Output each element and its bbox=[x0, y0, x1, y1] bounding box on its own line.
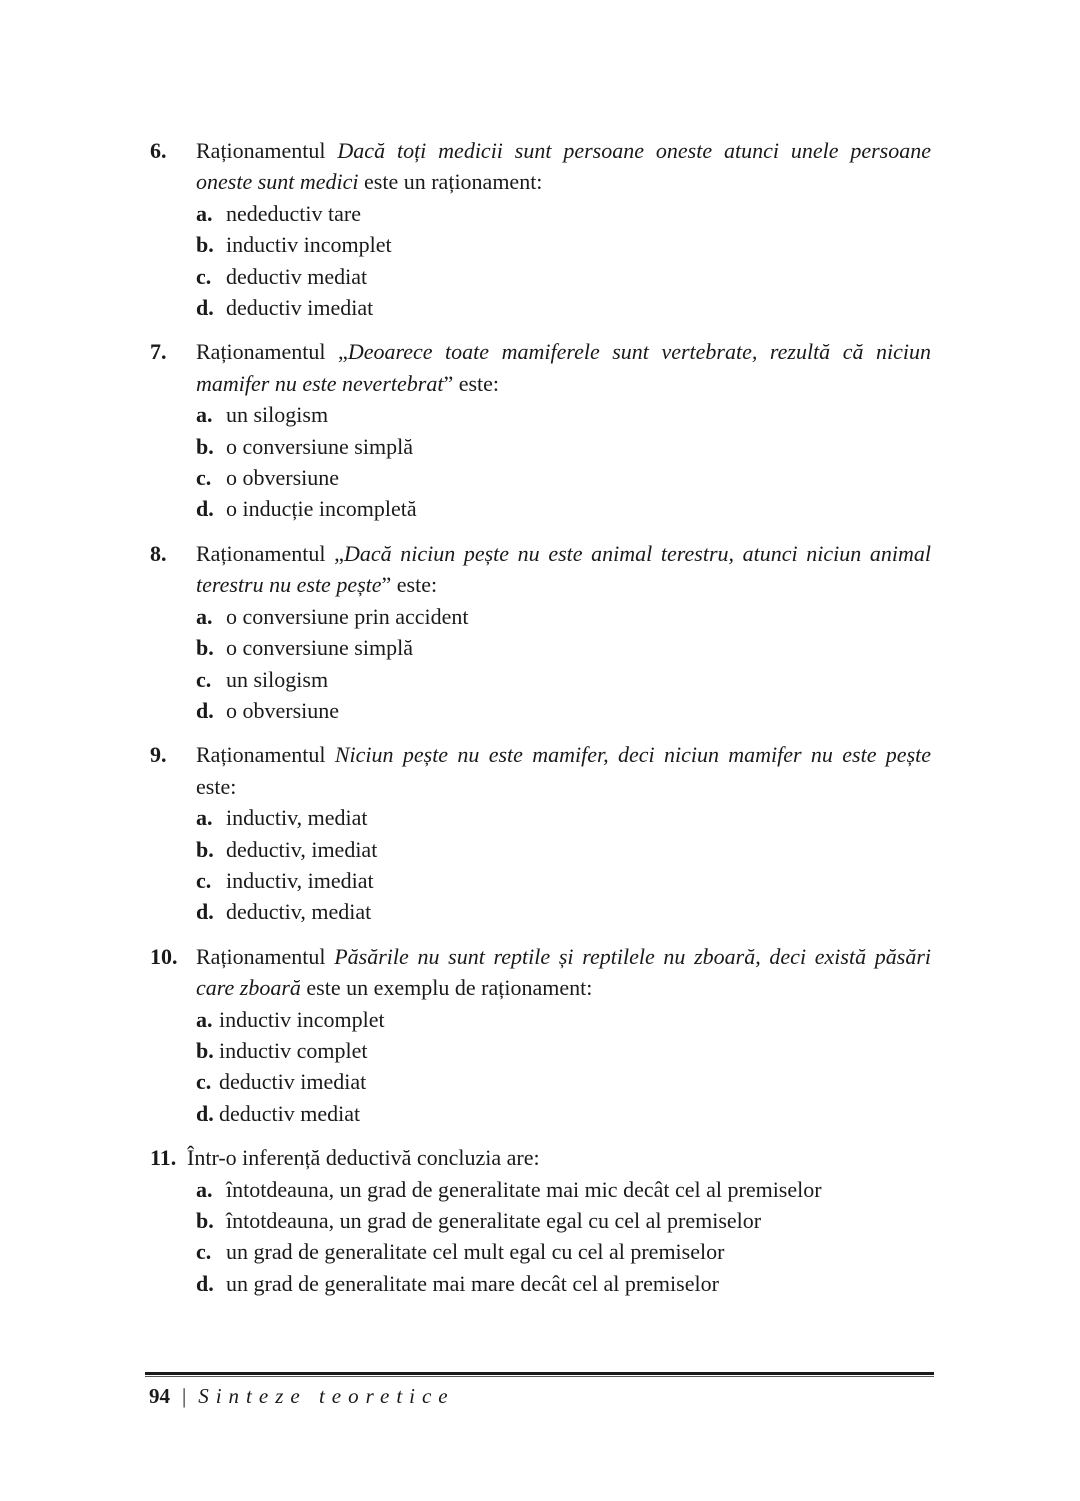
question-list bbox=[150, 135, 931, 1312]
option-letter: a. bbox=[196, 603, 213, 629]
option-text: deductiv, imediat bbox=[226, 836, 378, 862]
answer-options bbox=[196, 1004, 931, 1130]
option-letter: d. bbox=[196, 295, 214, 321]
stem-example: Dacă toți medicii sunt persoane oneste atunci unele persoane oneste sunt medici bbox=[196, 138, 932, 195]
stem-suffix: ” este: bbox=[443, 370, 500, 396]
option-c bbox=[196, 865, 931, 896]
option-text: deductiv imediat bbox=[226, 295, 374, 321]
stem-suffix: ” este: bbox=[381, 572, 438, 598]
option-a bbox=[196, 399, 931, 430]
question-number: 6. bbox=[150, 138, 167, 163]
stem-prefix: Într-o inferență deductivă concluzia are: bbox=[187, 1145, 540, 1171]
option-letter: d. bbox=[196, 1100, 214, 1126]
option-letter: b. bbox=[196, 232, 214, 258]
option-text: deductiv imediat bbox=[219, 1069, 367, 1095]
question-number: 11. bbox=[150, 1145, 177, 1171]
option-letter: d. bbox=[196, 899, 214, 925]
option-b bbox=[196, 431, 931, 462]
option-letter: c. bbox=[196, 465, 212, 491]
stem-prefix: Raționamentul „ bbox=[196, 339, 348, 365]
question-stem bbox=[187, 1142, 931, 1173]
question-stem bbox=[196, 941, 931, 1004]
answer-options bbox=[196, 802, 931, 928]
option-d bbox=[196, 896, 931, 927]
option-letter: d. bbox=[196, 697, 214, 723]
option-a bbox=[196, 802, 931, 833]
stem-prefix: Raționamentul „ bbox=[196, 540, 344, 566]
question-11 bbox=[150, 1142, 931, 1299]
stem-example: Niciun pește nu este mamifer, deci niciun mamifer nu este pește bbox=[334, 742, 932, 768]
option-b bbox=[196, 834, 931, 865]
option-d bbox=[196, 292, 931, 323]
option-text: întotdeauna, un grad de generalitate mai mic decât cel al premiselor bbox=[226, 1176, 822, 1202]
question-6 bbox=[150, 135, 931, 323]
option-letter: a. bbox=[196, 200, 213, 226]
option-b bbox=[196, 632, 931, 663]
option-a bbox=[196, 601, 931, 632]
option-b bbox=[196, 1035, 931, 1066]
option-text: inductiv complet bbox=[219, 1037, 368, 1063]
option-text: o conversiune simplă bbox=[226, 635, 413, 661]
option-letter: c. bbox=[196, 1239, 212, 1265]
question-stem bbox=[196, 336, 931, 399]
answer-options bbox=[196, 198, 931, 324]
option-letter: b. bbox=[196, 1208, 214, 1233]
question-10 bbox=[150, 941, 931, 1129]
question-number: 8. bbox=[150, 540, 167, 566]
stem-prefix: Raționamentul bbox=[196, 742, 335, 768]
answer-options bbox=[196, 1174, 931, 1300]
question-stem bbox=[196, 538, 931, 601]
option-c bbox=[196, 1066, 931, 1097]
stem-prefix: Raționamentul bbox=[196, 943, 335, 969]
option-text: nedeductiv tare bbox=[226, 200, 361, 226]
option-text: o obversiune bbox=[226, 465, 340, 491]
answer-options bbox=[196, 601, 931, 727]
question-7 bbox=[150, 336, 931, 524]
stem-example: Dacă niciun pește nu este animal terestru, atunci niciun animal terestru nu este pește bbox=[196, 540, 932, 598]
option-d bbox=[196, 493, 931, 524]
stem-prefix: Raționamentul bbox=[196, 138, 338, 163]
option-text: un grad de generalitate cel mult egal cu cel al premiselor bbox=[226, 1239, 725, 1265]
question-8 bbox=[150, 538, 931, 726]
question-number: 9. bbox=[150, 742, 167, 768]
option-text: inductiv incomplet bbox=[219, 1006, 385, 1032]
option-text: inductiv, imediat bbox=[226, 867, 374, 893]
option-text: deductiv mediat bbox=[226, 263, 368, 289]
stem-example: Păsările nu sunt reptile și reptilele nu zboară, deci există păsări care zboară bbox=[196, 943, 931, 1001]
option-text: întotdeauna, un grad de generalitate egal cu cel al premiselor bbox=[226, 1208, 762, 1233]
option-letter: b. bbox=[196, 433, 214, 459]
question-number: 10. bbox=[150, 943, 178, 969]
option-letter: a. bbox=[196, 402, 213, 428]
stem-suffix: este un raționament: bbox=[358, 169, 543, 195]
option-d bbox=[196, 695, 931, 726]
option-a bbox=[196, 1004, 931, 1035]
option-letter: d. bbox=[196, 496, 214, 522]
running-title: Sinteze teoretice bbox=[198, 1384, 455, 1408]
question-stem bbox=[196, 739, 931, 802]
question-9 bbox=[150, 739, 931, 927]
option-text: un silogism bbox=[226, 402, 329, 428]
option-c bbox=[196, 1236, 931, 1267]
option-letter: a. bbox=[196, 805, 213, 831]
stem-example: Deoarece toate mamiferele sunt vertebrate, rezultă că niciun mamifer nu este nevertebrat bbox=[196, 339, 931, 396]
option-letter: d. bbox=[196, 1270, 214, 1296]
option-letter: b. bbox=[196, 1037, 214, 1063]
option-text: deductiv mediat bbox=[219, 1100, 361, 1126]
option-c bbox=[196, 664, 931, 695]
option-text: inductiv, mediat bbox=[226, 805, 368, 831]
option-letter: a. bbox=[196, 1006, 213, 1032]
option-letter: a. bbox=[196, 1176, 213, 1202]
footer-rule-thin bbox=[145, 1376, 934, 1377]
page-footer bbox=[145, 1372, 934, 1409]
option-letter: c. bbox=[196, 666, 212, 692]
option-letter: c. bbox=[196, 263, 212, 289]
option-b bbox=[196, 229, 931, 260]
option-text: o conversiune prin accident bbox=[226, 603, 469, 629]
option-b bbox=[196, 1205, 931, 1236]
page-number: 94 bbox=[149, 1384, 170, 1408]
option-text: o obversiune bbox=[226, 697, 340, 723]
option-d bbox=[196, 1098, 931, 1129]
option-a bbox=[196, 198, 931, 229]
option-c bbox=[196, 462, 931, 493]
question-stem bbox=[196, 135, 931, 198]
option-text: un grad de generalitate mai mare decât cel al premiselor bbox=[226, 1270, 719, 1296]
option-d bbox=[196, 1268, 931, 1299]
answer-options bbox=[196, 399, 931, 525]
stem-suffix: este: bbox=[196, 773, 237, 799]
option-text: inductiv incomplet bbox=[226, 232, 392, 258]
option-text: o inducție incompletă bbox=[226, 496, 417, 522]
option-text: deductiv, mediat bbox=[226, 899, 372, 925]
footer-separator: | bbox=[182, 1384, 187, 1408]
option-text: un silogism bbox=[226, 666, 329, 692]
option-text: o conversiune simplă bbox=[226, 433, 413, 459]
option-a bbox=[196, 1174, 931, 1205]
stem-suffix: este un exemplu de raționament: bbox=[300, 975, 593, 1001]
option-letter: b. bbox=[196, 836, 214, 862]
question-number: 7. bbox=[150, 339, 167, 365]
option-letter: c. bbox=[196, 867, 212, 893]
option-c bbox=[196, 261, 931, 292]
option-letter: c. bbox=[196, 1069, 212, 1095]
option-letter: b. bbox=[196, 635, 214, 661]
